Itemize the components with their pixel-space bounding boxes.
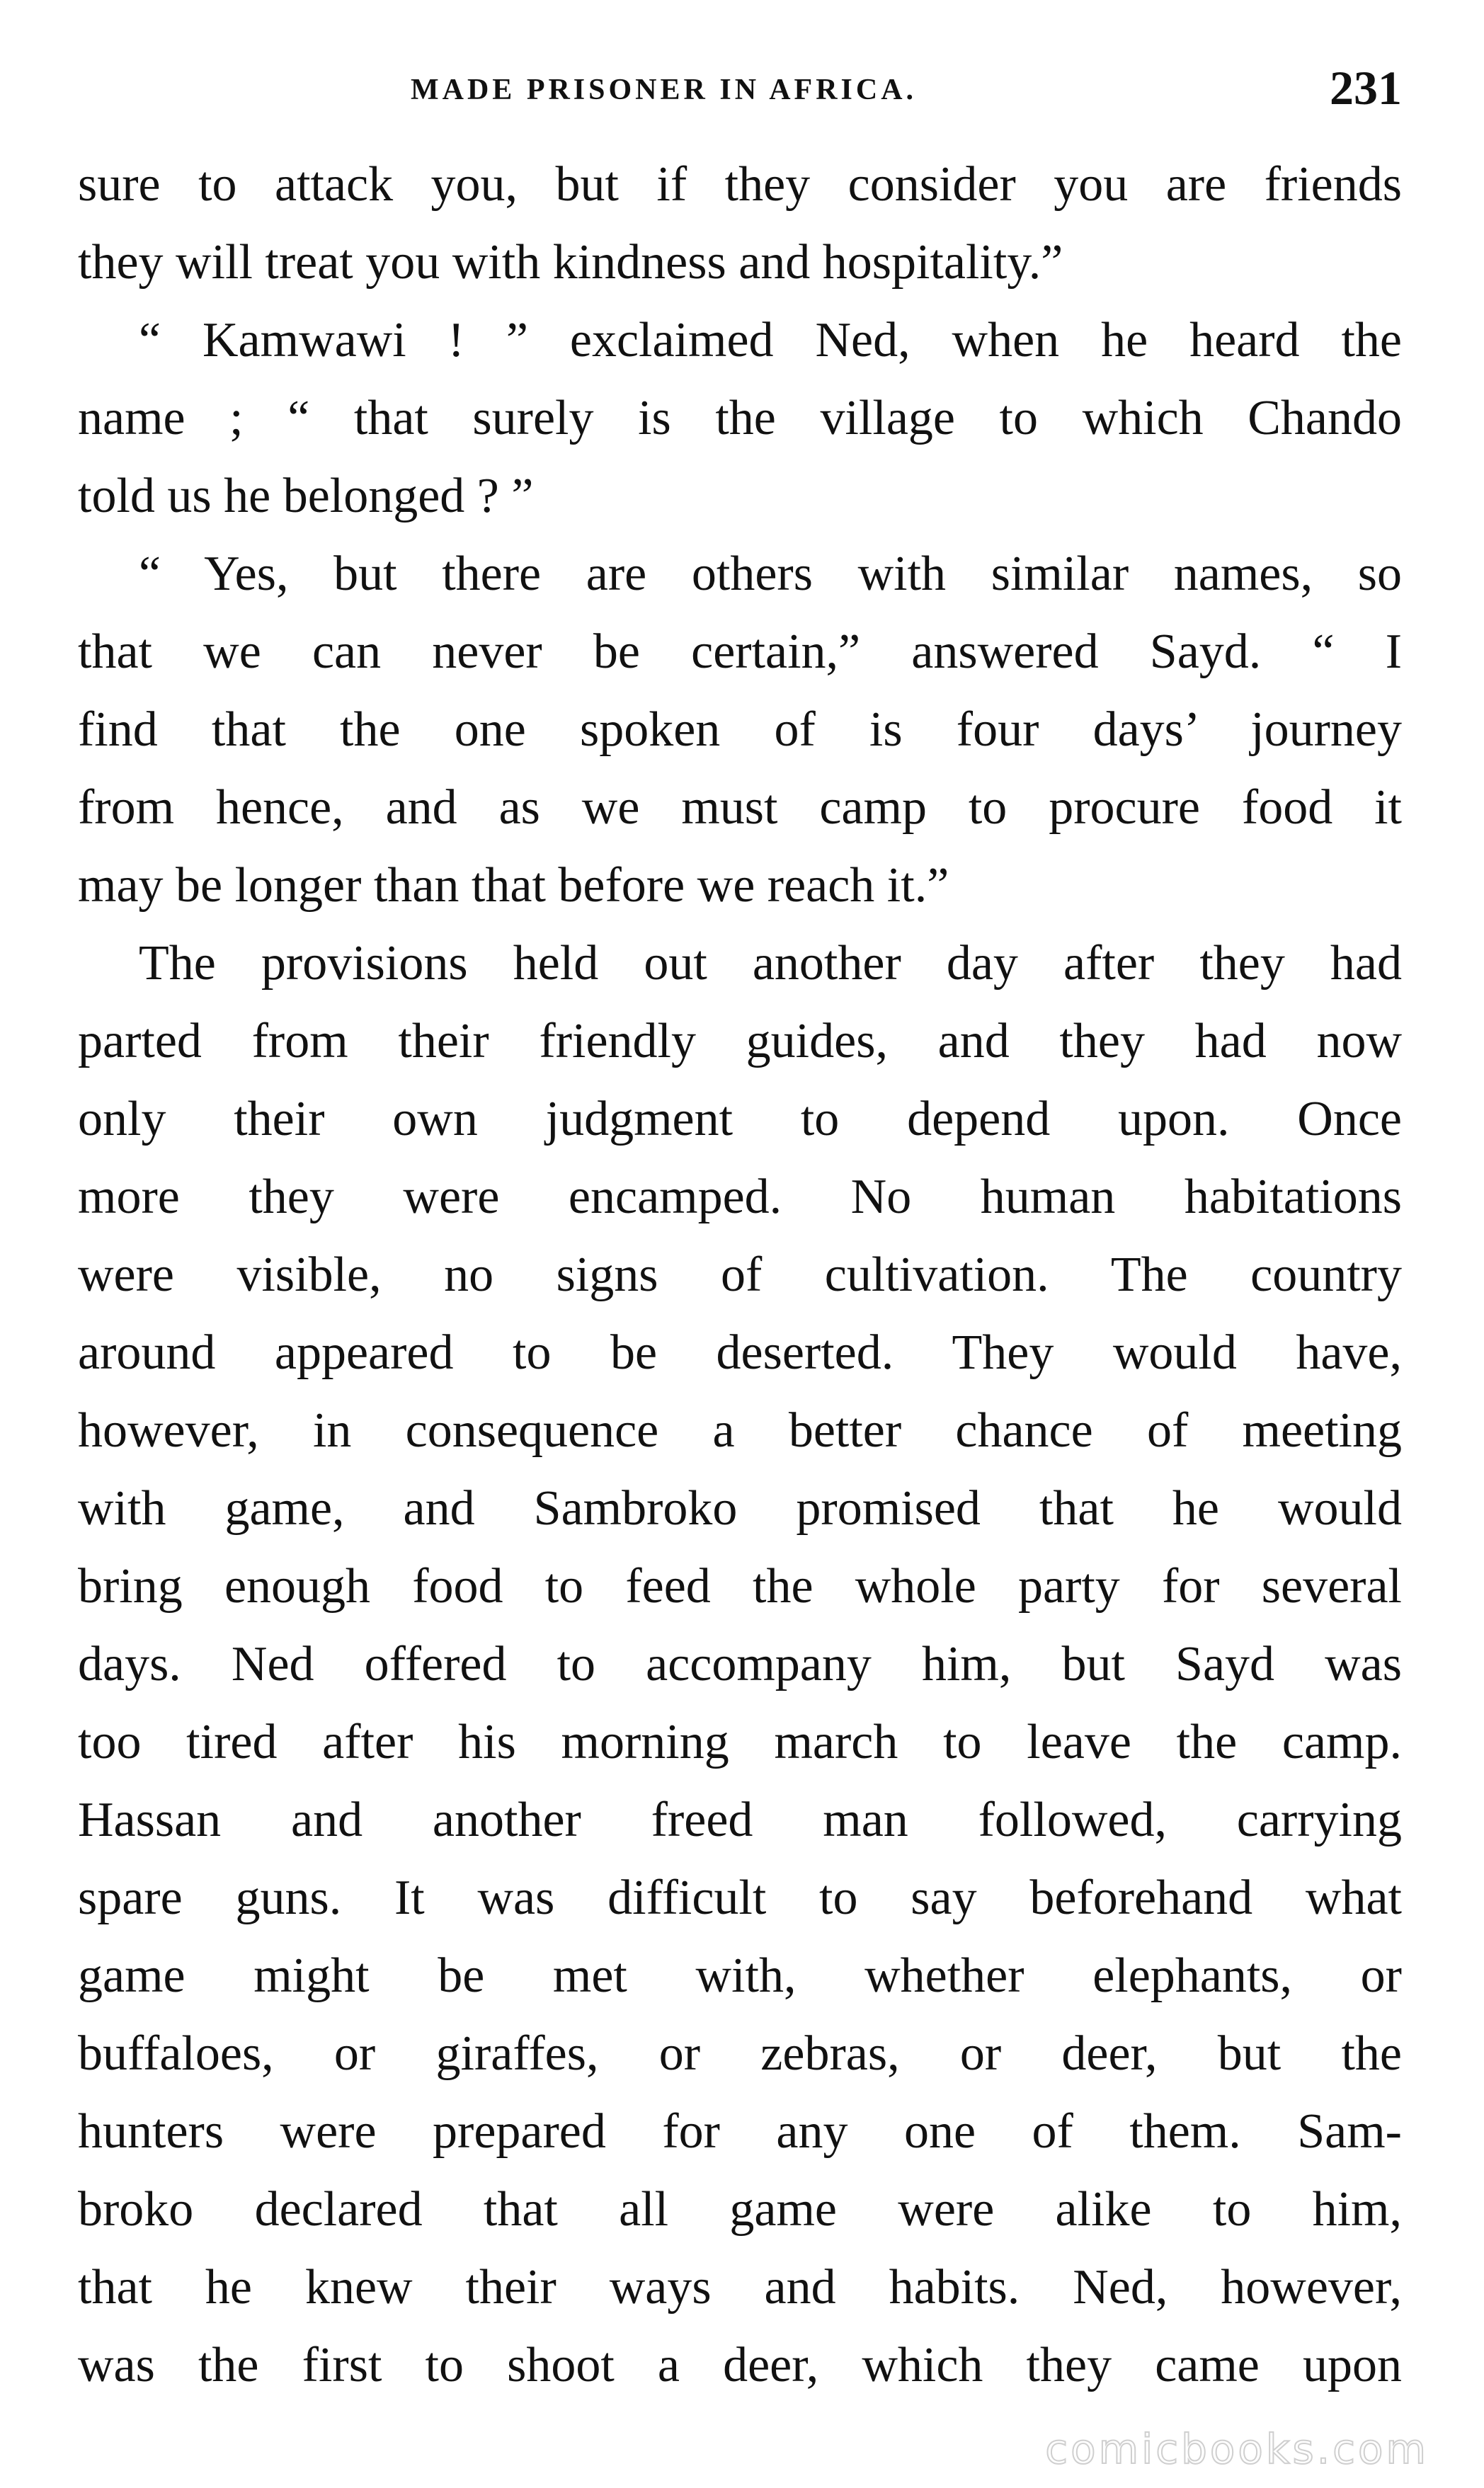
text-line: “ Yes, but there are others with similar names, so [139, 547, 1402, 601]
text-line: sure to attack you, but if they consider you are friends [78, 157, 1402, 212]
text-line: however, in consequence a better chance of meeting [78, 1403, 1402, 1458]
text-line: were visible, no signs of cultivation. The country [78, 1248, 1402, 1302]
text-line: game might be met with, whether elephants, or [78, 1948, 1402, 2003]
text-line: days. Ned offered to accompany him, but Sayd was [78, 1637, 1402, 1691]
text-line: that he knew their ways and habits. Ned, however, [78, 2260, 1402, 2315]
text-line: only their own judgment to depend upon. Once [78, 1092, 1402, 1146]
text-line: buffaloes, or giraffes, or zebras, or deer, but the [78, 2026, 1402, 2081]
text-line: they will treat you with kindness and hospitality.” [78, 235, 1063, 290]
text-line: name ; “ that surely is the village to which Chando [78, 391, 1402, 445]
text-line: spare guns. It was difficult to say beforehand what [78, 1871, 1402, 1925]
text-line: that we can never be certain,” answered Sayd. “ I [78, 624, 1402, 679]
text-line: Hassan and another freed man followed, carrying [78, 1793, 1402, 1847]
text-line: “ Kamwawi ! ” exclaimed Ned, when he heard the [139, 313, 1402, 367]
text-line: find that the one spoken of is four days’ journey [78, 702, 1402, 757]
text-line: more they were encamped. No human habitations [78, 1170, 1402, 1224]
text-line: told us he belonged ? ” [78, 469, 534, 523]
page-number: 231 [1330, 61, 1402, 115]
watermark: comicbooks.com [1045, 2425, 1429, 2473]
text-line: hunters were prepared for any one of them. Sam- [78, 2104, 1402, 2159]
text-line: too tired after his morning march to leave the camp. [78, 1715, 1402, 1769]
running-header [78, 55, 1402, 126]
body-text [78, 146, 1402, 2404]
text-line: with game, and Sambroko promised that he would [78, 1481, 1402, 1536]
text-line: bring enough food to feed the whole party for several [78, 1559, 1402, 1614]
text-line: may be longer than that before we reach it.” [78, 858, 949, 913]
text-line: parted from their friendly guides, and they had now [78, 1014, 1402, 1068]
text-line: The provisions held out another day after they had [139, 936, 1402, 991]
text-line: from hence, and as we must camp to procure food it [78, 780, 1402, 835]
text-line: broko declared that all game were alike to him, [78, 2182, 1402, 2237]
text-line: was the first to shoot a deer, which they came upon [78, 2338, 1402, 2392]
running-title: MADE PRISONER IN AFRICA. [411, 74, 918, 106]
text-line: around appeared to be deserted. They would have, [78, 1325, 1402, 1380]
